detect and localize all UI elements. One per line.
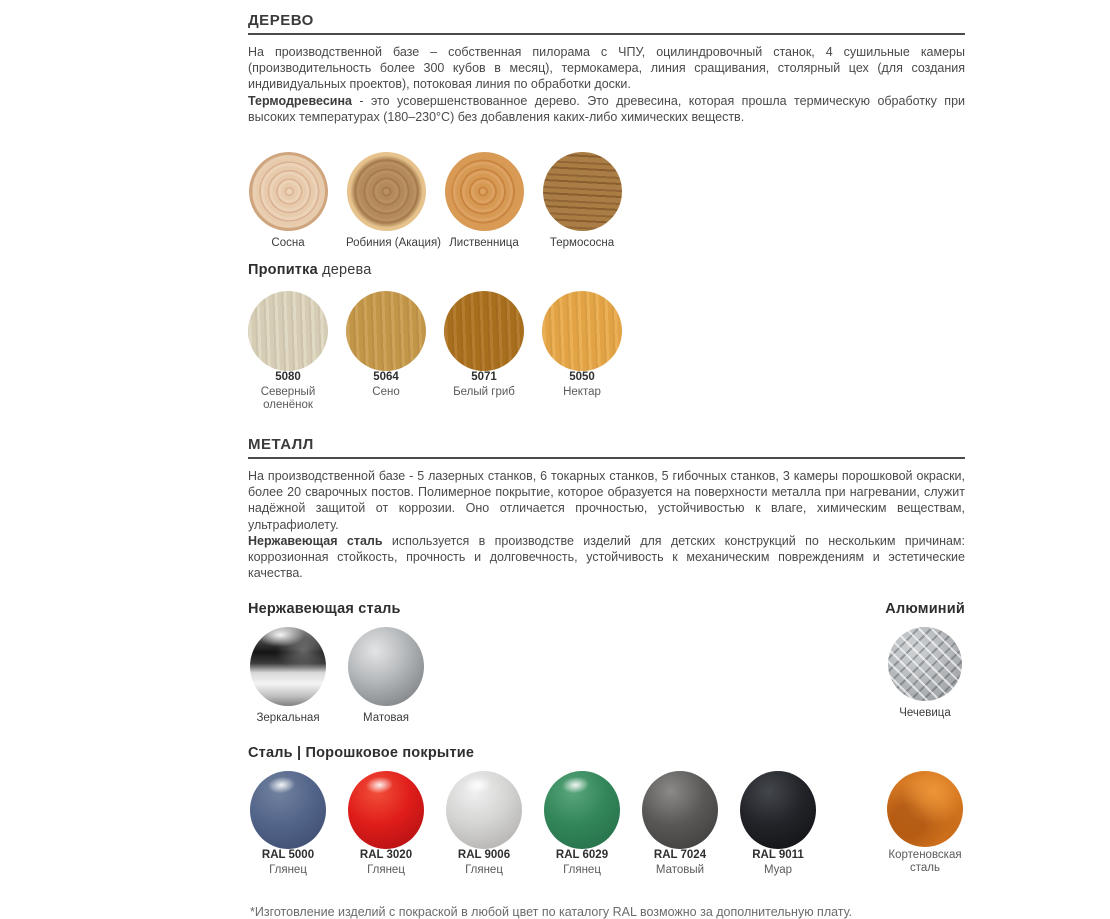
aluminum-subheading: Алюминий — [885, 601, 965, 618]
ral5000-sphere-image — [250, 771, 326, 849]
wood-section-title: ДЕРЕВО — [248, 12, 314, 29]
ral-finish: Глянец — [367, 864, 405, 877]
section-wood — [248, 12, 965, 412]
stainless-text: используется в производстве изделий для детских конструкций по нескольким причинам: коррозионная стойкость, прочность и долговечность, устойчивость к механическим повреждениям и эстетические качества. — [248, 533, 965, 581]
powder-swatch-ral7024 — [640, 771, 720, 877]
matte-steel-sphere-image — [348, 627, 424, 706]
ral9011-sphere-image — [740, 771, 816, 849]
impregnation-swatch-5064 — [346, 291, 426, 399]
stainless-paragraph — [248, 533, 965, 582]
ral-finish: Глянец — [563, 864, 601, 877]
impregnation-name: Сено — [372, 386, 400, 399]
thermowood-text: - это усовершенствованное дерево. Это древесина, которая прошла термическую обработку при высоких температурах (180–230°С) без добавления каких-либо химических веществ. — [248, 93, 965, 124]
wood-swatch-label: Термососна — [549, 237, 615, 250]
impregnation-code: 5080 — [275, 371, 301, 384]
corten-steel-swatch-image — [887, 771, 963, 847]
stainless-term: Нержавеющая сталь — [248, 533, 383, 548]
impregnation-5050-swatch-image — [542, 291, 622, 371]
stainless-swatch-label: Зеркальная — [256, 712, 320, 725]
powder-coating-subheading: Сталь | Порошковое покрытие — [248, 745, 475, 762]
pine-wood-swatch-image — [249, 152, 328, 231]
wood-swatch-label: Робиния (Акация) — [346, 237, 442, 250]
stainless-swatch-mirror — [248, 627, 328, 725]
ral9006-sphere-image — [446, 771, 522, 849]
ral-footnote: *Изготовление изделий с покраской в любой цвет по каталогу RAL возможно за дополнительную плату. — [250, 905, 853, 919]
aluminum-checker-plate-image — [888, 627, 962, 701]
impregnation-code: 5071 — [471, 371, 497, 384]
wood-swatch-larch — [444, 152, 524, 250]
powder-swatch-ral3020 — [346, 771, 426, 877]
impregnation-subheading — [248, 262, 965, 278]
section-divider — [248, 457, 965, 459]
stainless-row — [248, 627, 965, 725]
metal-intro-paragraph: На производственной базе - 5 лазерных станков, 6 токарных станков, 5 гибочных станков, 3 камеры порошковой окраски, более 20 сварочных постов. Полимерное покрытие, которое образуется на поверхности металла при нагревании, служит надёжной защитой от коррозии. Оно отличается прочностью, устойчивостью к влаге, химическим веществам, ультрафиолету. — [248, 469, 965, 532]
impregnation-swatch-5071 — [444, 291, 524, 399]
metal-description — [248, 468, 965, 581]
ral3020-sphere-image — [348, 771, 424, 849]
impregnation-5064-swatch-image — [346, 291, 426, 371]
impregnation-subheading-rest: дерева — [317, 262, 372, 279]
stainless-subheading: Нержавеющая сталь — [248, 601, 401, 618]
ral-finish: Глянец — [269, 864, 307, 877]
powder-swatch-ral6029 — [542, 771, 622, 877]
wood-swatch-thermopine — [542, 152, 622, 250]
wood-swatch-robinia — [346, 152, 442, 250]
wood-species-row — [248, 152, 965, 250]
impregnation-code: 5050 — [569, 371, 595, 384]
ral-code: RAL 9006 — [457, 849, 511, 862]
aluminum-swatch-label: Чечевица — [899, 707, 951, 720]
aluminum-swatch-lentil — [885, 627, 965, 720]
powder-coating-row — [248, 771, 965, 877]
impregnation-5071-swatch-image — [444, 291, 524, 371]
impregnation-swatch-5050 — [542, 291, 622, 399]
larch-wood-swatch-image — [445, 152, 524, 231]
ral-code: RAL 3020 — [359, 849, 413, 862]
stainless-aluminum-headings — [248, 601, 965, 617]
impregnation-name: Нектар — [563, 386, 601, 399]
ral-finish: Матовый — [655, 864, 705, 877]
impregnation-row — [248, 291, 965, 412]
powder-swatch-ral9011 — [738, 771, 818, 877]
impregnation-5080-swatch-image — [248, 291, 328, 371]
thermopine-wood-swatch-image — [543, 152, 622, 231]
wood-intro-paragraph: На производственной базе – собственная пилорама с ЧПУ, оцилиндровочный станок, 4 сушильные камеры (производительность более 300 кубов в месяц), термокамера, линия сращивания, столярный цех (для создания индивидуальных проектов), потоковая линия по обработки доски. — [248, 45, 965, 92]
ral-code: RAL 6029 — [555, 849, 609, 862]
wood-description — [248, 44, 965, 125]
robinia-wood-swatch-image — [347, 152, 426, 231]
section-metal — [248, 436, 965, 919]
impregnation-swatch-5080 — [248, 291, 328, 412]
impregnation-name: Северный оленёнок — [260, 386, 316, 412]
ral-finish: Глянец — [465, 864, 503, 877]
wood-swatch-label: Лиственница — [449, 237, 519, 250]
powder-swatch-ral5000 — [248, 771, 328, 877]
section-divider — [248, 33, 965, 35]
ral-code: RAL 9011 — [752, 849, 804, 862]
powder-swatch-corten — [885, 771, 965, 875]
ral-code: RAL 7024 — [653, 849, 707, 862]
ral6029-sphere-image — [544, 771, 620, 849]
impregnation-subheading-strong: Пропитка — [248, 262, 318, 279]
mirror-steel-sphere-image — [250, 627, 326, 706]
powder-swatch-ral9006 — [444, 771, 524, 877]
stainless-swatch-matte — [346, 627, 426, 725]
ral7024-sphere-image — [642, 771, 718, 849]
impregnation-name: Белый гриб — [453, 386, 515, 399]
metal-section-title: МЕТАЛЛ — [248, 436, 314, 454]
thermowood-paragraph — [248, 93, 965, 125]
corten-label: Кортеновская сталь — [888, 849, 962, 875]
ral-finish: Муар — [763, 864, 793, 877]
thermowood-term: Термодревесина — [248, 93, 352, 108]
wood-swatch-pine — [248, 152, 328, 250]
stainless-swatch-label: Матовая — [363, 712, 409, 725]
ral-code: RAL 5000 — [261, 849, 315, 862]
impregnation-code: 5064 — [373, 371, 399, 384]
wood-swatch-label: Сосна — [271, 237, 305, 250]
